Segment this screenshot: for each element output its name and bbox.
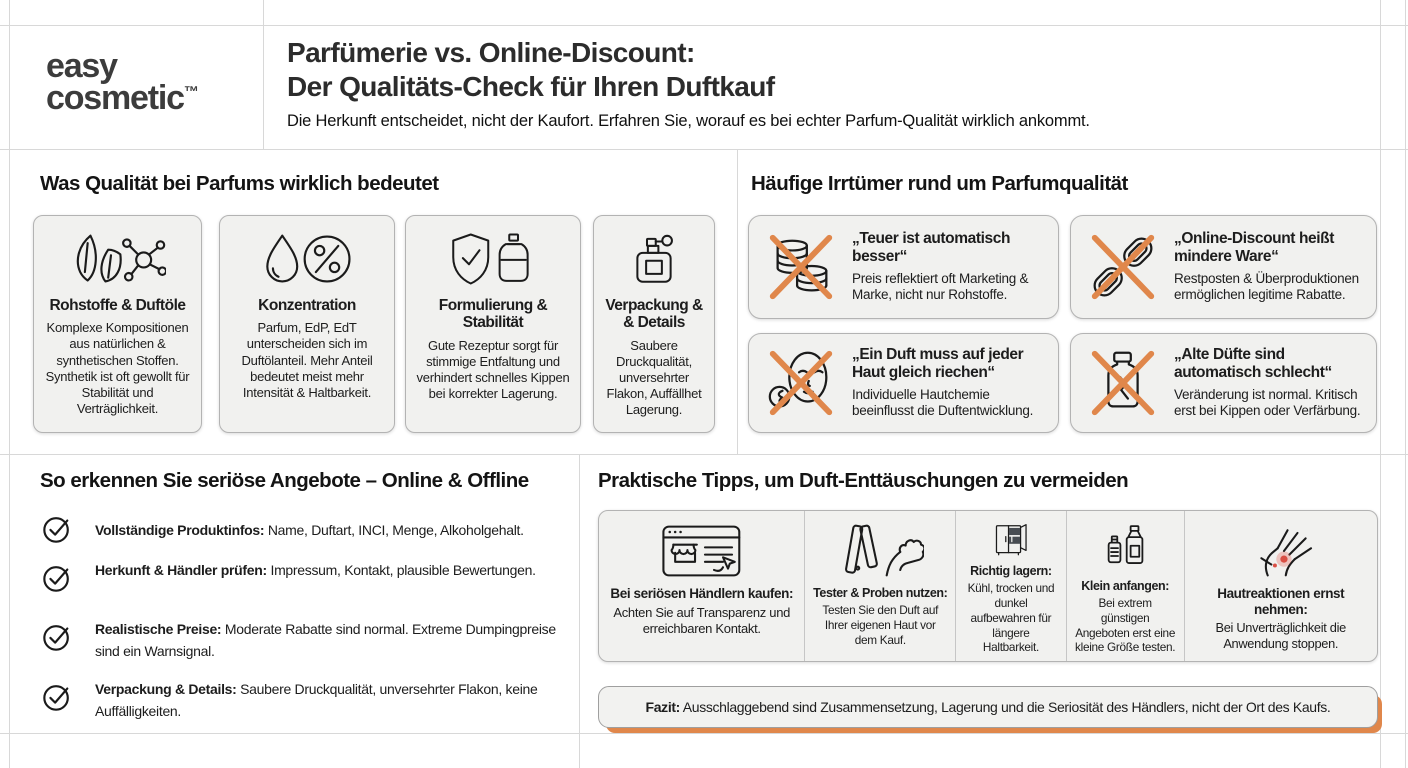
page-title-line1: Parfümerie vs. Online-Discount:	[287, 37, 695, 68]
quality-card-title: Konzentration	[258, 297, 356, 314]
page-title	[287, 36, 775, 105]
tip-label: Tester & Proben nutzen:	[813, 586, 948, 600]
tip-column	[804, 511, 955, 661]
fazit-label: Fazit:	[645, 699, 680, 715]
myths-section-title: Häufige Irrtümer rund um Parfumqualität	[751, 172, 1128, 195]
quality-card-text: Saubere Druckqualität, unversehrter Flakon, Auffällhet Lagerung.	[606, 337, 702, 418]
quality-section-title: Was Qualität bei Parfums wirklich bedeutet	[40, 172, 439, 195]
tip-label: Richtig lagern:	[970, 563, 1052, 578]
leaf-molecule-icon	[69, 231, 166, 287]
tips-card	[598, 510, 1378, 662]
fazit-content	[646, 699, 1331, 715]
myth-card-title: „Teuer ist automatisch besser“	[852, 230, 1011, 266]
quality-card	[33, 215, 202, 433]
checklist-item-label: Vollständige Produktinfos:	[95, 522, 265, 538]
tip-text: Bei Unverträglichkeit die Anwendung stoppen.	[1215, 620, 1346, 652]
myth-card-title: „Online-Discount heißt mindere Ware“	[1174, 230, 1334, 266]
face-crossed-icon	[763, 343, 839, 423]
cabinet-icon	[991, 523, 1030, 557]
myth-card-text: Individuelle Hautchemie beeinflusst die Duftentwicklung.	[852, 386, 1034, 419]
myth-card-body	[852, 230, 1044, 304]
grid-vline-logo	[263, 0, 264, 149]
check-circle-icon	[42, 622, 72, 652]
myth-card-title: „Ein Duft muss auf jeder Haut gleich riechen“	[852, 346, 1024, 382]
myth-card	[748, 215, 1059, 319]
quality-card-title: Verpackung & & Details	[605, 297, 703, 332]
checklist-item-text: Saubere Druckqualität, unversehrter Flakon, keine Auffälligkeiten.	[95, 681, 538, 720]
tip-column	[599, 511, 804, 661]
quality-card-text: Komplexe Kompositionen aus natürlichen & synthetischen Stoffen. Synthetik ist oft gewollt für Stabilität und Verträglichkeit.	[45, 320, 190, 416]
myth-card	[1070, 215, 1377, 319]
grid-vline-right	[1380, 0, 1381, 768]
quality-card-text: Gute Rezeptur sorgt für stimmige Entfaltung und verhindert schnelles Kippen bei korrekter Lagerung.	[416, 337, 570, 402]
tester-hand-icon	[837, 523, 924, 579]
myth-card	[1070, 333, 1377, 433]
myth-card-title: „Alte Düfte sind automatisch schlecht“	[1174, 346, 1332, 382]
tip-text: Bei extrem günstigen Angeboten erst eine kleine Größe testen.	[1075, 596, 1176, 655]
page-subtitle: Die Herkunft entscheidet, nicht der Kaufort. Erfahren Sie, worauf es bei echter Parfum-Qualität wirklich ankommt.	[287, 112, 1090, 130]
trademark-symbol: ™	[183, 83, 199, 101]
logo-line2: cosmetic™	[46, 79, 199, 118]
bottles-small-large-icon	[1100, 523, 1150, 572]
shield-bottle-icon	[448, 231, 539, 287]
checklist-item-text: Name, Duftart, INCI, Menge, Alkoholgehalt.	[267, 522, 524, 538]
quality-card-title: Formulierung & Stabilität	[438, 297, 548, 332]
myth-card-text: Preis reflektiert oft Marketing & Marke, nicht nur Rohstoffe.	[852, 270, 1029, 303]
quality-card	[219, 215, 395, 433]
myth-card-text: Restposten & Überproduktionen ermöglichen legitime Rabatte.	[1174, 270, 1359, 303]
quality-card-text: Parfum, EdP, EdT unterscheiden sich im Duftölanteil. Mehr Anteil bedeutet meist mehr Intensität & Haltbarkeit.	[241, 320, 373, 400]
grid-vline-mid-top	[737, 149, 738, 454]
checklist-item-label: Herkunft & Händler prüfen:	[95, 562, 267, 578]
page-title-line2: Der Qualitäts-Check für Ihren Duftkauf	[287, 71, 775, 103]
grid-hline-bottom	[0, 733, 1408, 734]
checklist-section-title: So erkennen Sie seriöse Angebote – Online & Offline	[40, 469, 529, 492]
hand-reaction-icon	[1237, 523, 1324, 579]
tips-section-title: Praktische Tipps, um Duft-Enttäuschungen zu vermeiden	[598, 469, 1129, 492]
tip-label: Klein anfangen:	[1081, 578, 1170, 593]
checklist-item-label: Verpackung & Details:	[95, 681, 237, 697]
grid-hline-middle	[0, 454, 1408, 455]
browser-shop-icon	[658, 523, 745, 579]
myth-card	[748, 333, 1059, 433]
tip-column	[955, 511, 1066, 661]
grid-vline-mid-bottom	[579, 454, 580, 768]
myth-card-body	[852, 346, 1044, 420]
checklist-item-text: Impressum, Kontakt, plausible Bewertungen.	[270, 562, 536, 578]
check-circle-icon	[42, 682, 72, 712]
myth-card-body	[1174, 346, 1362, 420]
tip-text: Achten Sie auf Transparenz und erreichbaren Kontakt.	[613, 604, 791, 636]
check-circle-icon	[42, 514, 72, 544]
tip-column	[1184, 511, 1378, 661]
grid-hline-top	[0, 25, 1408, 26]
fazit-bar	[598, 686, 1378, 728]
checklist-item-text: Moderate Rabatte sind normal. Extreme Dumpingpreise sind ein Warnsignal.	[95, 621, 556, 660]
tags-crossed-icon	[1085, 227, 1161, 307]
easycosmetic-logo	[46, 47, 199, 118]
quality-card	[593, 215, 715, 433]
fazit-text: Ausschlaggebend sind Zusammensetzung, Lagerung und die Seriosität des Händlers, nicht der Ort des Kaufs.	[682, 699, 1331, 715]
quality-card	[405, 215, 581, 433]
coins-crossed-icon	[763, 227, 839, 307]
quality-card-title: Rohstoffe & Duftöle	[49, 297, 186, 314]
tip-label: Bei seriösen Händlern kaufen:	[610, 586, 794, 601]
grid-vline-right-edge	[1405, 0, 1406, 768]
check-circle-icon	[42, 563, 72, 593]
tip-text: Testen Sie den Duft auf Ihrer eigenen Haut vor dem Kauf.	[822, 603, 939, 647]
checklist-item	[95, 519, 577, 541]
grid-hline-header-bottom	[0, 149, 1408, 150]
bottle-crossed-icon	[1085, 343, 1161, 423]
myth-card-body	[1174, 230, 1362, 304]
grid-vline-left	[9, 0, 10, 768]
drop-percent-icon	[258, 231, 355, 287]
perfume-flacon-icon	[626, 231, 682, 287]
tip-label: Hautreaktionen ernst nehmen:	[1217, 586, 1345, 617]
myth-card-text: Veränderung ist normal. Kritisch erst bei Kippen oder Verfärbung.	[1174, 386, 1361, 419]
checklist-item	[95, 678, 577, 722]
tip-column	[1066, 511, 1184, 661]
checklist-item	[95, 618, 577, 662]
tip-text: Kühl, trocken und dunkel aufbewahren für längere Haltbarkeit.	[967, 581, 1055, 655]
logo-line1: easy	[46, 47, 117, 85]
checklist-item	[95, 559, 577, 581]
checklist-item-label: Realistische Preise:	[95, 621, 222, 637]
